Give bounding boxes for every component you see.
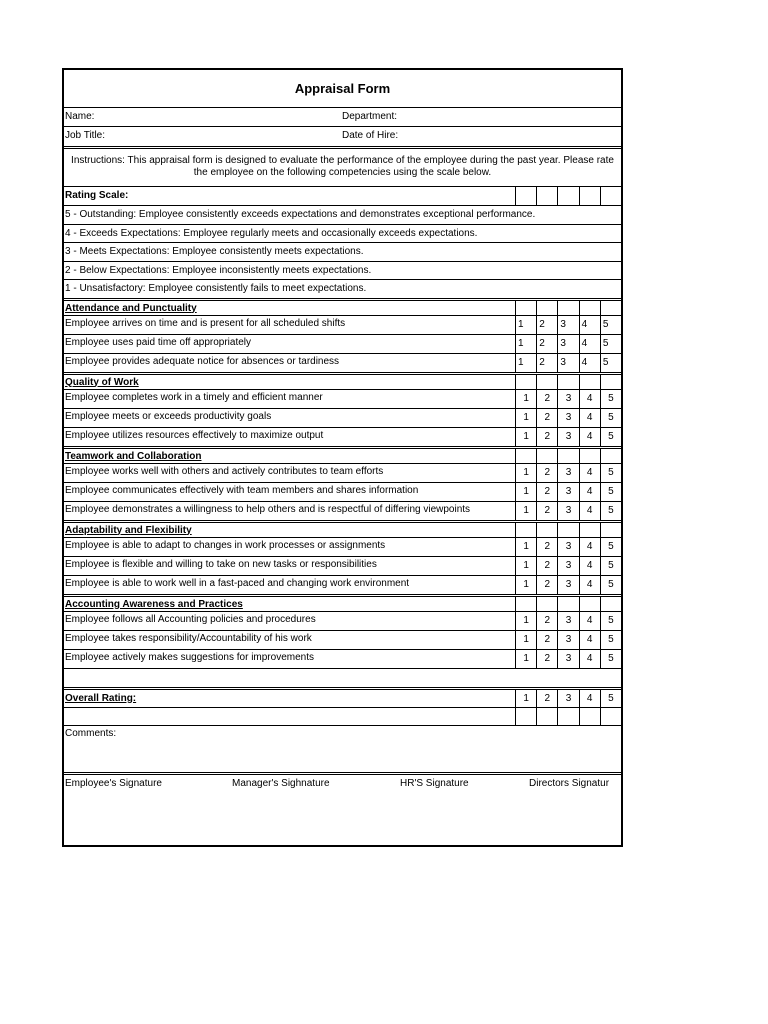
rating-cell [600,523,621,537]
rating-option-3[interactable]: 3 [557,576,578,594]
section-header-quality-of-work [64,372,621,389]
criterion-label: Employee follows all Accounting policies and procedures [65,613,316,625]
rating-option-5[interactable]: 5 [600,631,621,649]
rating-cell [579,449,600,463]
rating-option-2[interactable]: 2 [536,612,557,630]
rating-option-4[interactable]: 4 [579,316,600,334]
rating-cells [515,316,621,334]
rating-cells [515,597,621,611]
criterion-label: Employee works well with others and actively contributes to team efforts [65,465,384,477]
rating-option-2[interactable]: 2 [536,631,557,649]
rating-cell [600,187,621,205]
rating-option-1[interactable]: 1 [515,316,536,334]
criterion-label: Employee utilizes resources effectively to maximize output [65,429,324,441]
rating-scale-text: 2 - Below Expectations: Employee inconsistently meets expectations. [65,264,372,276]
rating-cell [557,708,578,725]
rating-cell [557,449,578,463]
rating-option-3[interactable]: 3 [557,483,578,501]
rating-option-3[interactable]: 3 [557,502,578,520]
rating-option-1[interactable]: 1 [515,612,536,630]
rating-option-4[interactable]: 4 [579,354,600,372]
signature-hr: HR'S Signature [400,777,469,789]
rating-cells [515,650,621,668]
rating-option-5[interactable]: 5 [600,464,621,482]
comments-row [64,725,621,772]
rating-option-4[interactable]: 4 [579,483,600,501]
rating-option-4[interactable]: 4 [579,409,600,427]
rating-option-4[interactable]: 4 [579,390,600,408]
criterion-label: Employee takes responsibility/Accountability of his work [65,632,312,644]
rating-option-1[interactable]: 1 [515,390,536,408]
rating-scale-item [64,224,621,243]
rating-cell [515,301,536,315]
overall-rating-option-2[interactable]: 2 [536,690,557,707]
criterion-row [64,537,621,556]
rating-scale-item [64,279,621,298]
appraisal-form [62,68,623,847]
criterion-label: Employee communicates effectively with team members and shares information [65,484,419,496]
rating-cells [515,631,621,649]
rating-option-3[interactable]: 3 [557,650,578,668]
rating-option-2[interactable]: 2 [536,483,557,501]
rating-cell [579,187,600,205]
criterion-label: Employee completes work in a timely and efficient manner [65,391,323,403]
rating-option-2[interactable]: 2 [536,502,557,520]
rating-cell [536,523,557,537]
rating-option-4[interactable]: 4 [579,538,600,556]
signature-director: Directors Signatur [529,777,610,789]
rating-cell [600,708,621,725]
rating-option-3[interactable]: 3 [557,612,578,630]
rating-option-4[interactable]: 4 [579,428,600,446]
rating-option-5[interactable]: 5 [600,316,621,334]
overall-rating-row [64,687,621,707]
signature-manager: Manager's Sighnature [232,777,330,789]
criterion-row [64,556,621,575]
criterion-label: Employee actively makes suggestions for improvements [65,651,314,663]
rating-option-2[interactable]: 2 [536,428,557,446]
signature-employee: Employee's Signature [65,777,162,789]
rating-option-4[interactable]: 4 [579,576,600,594]
criterion-label: Employee is flexible and willing to take on new tasks or responsibilities [65,558,377,570]
name-label: Name: [65,111,95,122]
rating-option-1[interactable]: 1 [515,335,536,353]
rating-option-5[interactable]: 5 [600,557,621,575]
rating-option-3[interactable]: 3 [557,390,578,408]
rating-cell [536,597,557,611]
rating-option-1[interactable]: 1 [515,428,536,446]
rating-cells [515,428,621,446]
criterion-row [64,315,621,334]
form-title: Appraisal Form [294,81,391,96]
criterion-label: Employee meets or exceeds productivity goals [65,410,272,422]
instructions-text: Instructions: This appraisal form is designed to evaluate the performance of the employee during the past year. Please rate the employee on the following competencies using the scale below. [71,155,614,178]
rating-option-3[interactable]: 3 [557,354,578,372]
criterion-label: Employee uses paid time off appropriately [65,336,252,348]
rating-cell [557,597,578,611]
rating-cell [536,187,557,205]
rating-cell [557,187,578,205]
overall-rating-option-1[interactable]: 1 [515,690,536,707]
rating-cells [515,301,621,315]
section-header-attendance-and-punctuality [64,298,621,315]
rating-option-4[interactable]: 4 [579,631,600,649]
rating-option-4[interactable]: 4 [579,335,600,353]
rating-scale-row [64,186,621,205]
rating-option-2[interactable]: 2 [536,316,557,334]
section-title: Adaptability and Flexibility [65,524,192,536]
criterion-row [64,427,621,446]
job-title-row [64,126,621,145]
rating-cells [515,612,621,630]
rating-option-4[interactable]: 4 [579,557,600,575]
rating-cell [536,375,557,389]
criterion-row [64,408,621,427]
rating-option-1[interactable]: 1 [515,538,536,556]
criterion-label: Employee provides adequate notice for absences or tardiness [65,355,340,367]
section-title: Accounting Awareness and Practices [65,598,243,610]
overall-rating-option-4[interactable]: 4 [579,690,600,707]
rating-cells [515,390,621,408]
section-header-accounting-awareness-and-practices [64,594,621,611]
rating-option-3[interactable]: 3 [557,428,578,446]
rating-cell [557,301,578,315]
rating-cells [515,708,621,725]
rating-option-4[interactable]: 4 [579,502,600,520]
rating-cell [536,301,557,315]
rating-option-2[interactable]: 2 [536,650,557,668]
rating-option-3[interactable]: 3 [557,335,578,353]
rating-cells [515,449,621,463]
criterion-row [64,611,621,630]
rating-cells [515,187,621,205]
rating-option-5[interactable]: 5 [600,428,621,446]
rating-scale-text: 4 - Exceeds Expectations: Employee regularly meets and occasionally exceeds expectations. [65,227,478,239]
rating-option-3[interactable]: 3 [557,316,578,334]
rating-scale-label: Rating Scale: [65,190,129,201]
rating-scale-text: 5 - Outstanding: Employee consistently exceeds expectations and demonstrates exceptional performance. [65,209,536,220]
rating-option-1[interactable]: 1 [515,650,536,668]
criterion-row [64,353,621,372]
section-title: Attendance and Punctuality [65,302,197,314]
rating-cell [515,708,536,725]
overall-rating-label: Overall Rating: [65,692,137,704]
rating-cell [515,375,536,389]
department-label: Department: [342,111,398,122]
rating-cell [600,301,621,315]
rating-option-4[interactable]: 4 [579,464,600,482]
rating-option-5[interactable]: 5 [600,612,621,630]
rating-option-2[interactable]: 2 [536,576,557,594]
rating-cells [515,502,621,520]
section-title: Teamwork and Collaboration [65,450,202,462]
rating-cells [515,576,621,594]
signature-row [64,772,621,846]
rating-option-5[interactable]: 5 [600,576,621,594]
rating-cells [515,335,621,353]
rating-cell [557,523,578,537]
job-title-label: Job Title: [65,130,106,141]
rating-cell [579,597,600,611]
criterion-label: Employee demonstrates a willingness to help others and is respectful of differing viewpoints [65,503,471,515]
rating-cell [536,449,557,463]
criterion-row [64,389,621,408]
criterion-row [64,501,621,520]
instructions-row [64,146,621,186]
blank-row [64,668,621,687]
date-of-hire-label: Date of Hire: [342,130,399,141]
rating-option-5[interactable]: 5 [600,354,621,372]
rating-option-1[interactable]: 1 [515,576,536,594]
rating-cell [600,597,621,611]
rating-option-2[interactable]: 2 [536,335,557,353]
rating-cell [600,375,621,389]
rating-cell [579,523,600,537]
rating-option-5[interactable]: 5 [600,502,621,520]
rating-cells [515,375,621,389]
rating-cell [557,375,578,389]
rating-cell [515,523,536,537]
rating-option-1[interactable]: 1 [515,464,536,482]
rating-scale-item [64,261,621,280]
criterion-row [64,334,621,353]
rating-option-5[interactable]: 5 [600,409,621,427]
rating-scale-text: 3 - Meets Expectations: Employee consistently meets expectations. [65,246,364,257]
overall-rating-option-5[interactable]: 5 [600,690,621,707]
rating-cells [515,354,621,372]
rating-cell [579,301,600,315]
rating-cell [579,708,600,725]
criterion-label: Employee is able to work well in a fast-paced and changing work environment [65,577,410,589]
rating-option-2[interactable]: 2 [536,409,557,427]
comments-label: Comments: [65,727,117,739]
rating-option-3[interactable]: 3 [557,631,578,649]
rating-option-2[interactable]: 2 [536,464,557,482]
rating-option-5[interactable]: 5 [600,650,621,668]
rating-option-4[interactable]: 4 [579,612,600,630]
criterion-row [64,482,621,501]
rating-cell [515,187,536,205]
rating-option-1[interactable]: 1 [515,502,536,520]
rating-cells [515,557,621,575]
title-row [64,70,621,107]
overall-rating-option-3[interactable]: 3 [557,690,578,707]
criterion-row [64,649,621,668]
rating-option-1[interactable]: 1 [515,354,536,372]
rating-option-2[interactable]: 2 [536,557,557,575]
rating-option-5[interactable]: 5 [600,390,621,408]
rating-scale-item [64,242,621,261]
rating-option-2[interactable]: 2 [536,390,557,408]
criterion-row [64,630,621,649]
rating-option-2[interactable]: 2 [536,538,557,556]
criterion-label: Employee arrives on time and is present for all scheduled shifts [65,317,346,329]
section-title: Quality of Work [65,376,139,388]
rating-option-5[interactable]: 5 [600,538,621,556]
rating-cells [515,690,621,707]
rating-option-3[interactable]: 3 [557,557,578,575]
rating-cells [515,409,621,427]
rating-cell [536,708,557,725]
rating-cells [515,483,621,501]
section-header-adaptability-and-flexibility [64,520,621,537]
rating-scale-text: 1 - Unsatisfactory: Employee consistently fails to meet expectations. [65,283,367,294]
rating-option-2[interactable]: 2 [536,354,557,372]
rating-cells [515,464,621,482]
criterion-row [64,463,621,482]
rating-option-3[interactable]: 3 [557,409,578,427]
criterion-label: Employee is able to adapt to changes in work processes or assignments [65,539,386,551]
rating-cell [515,449,536,463]
overall-blank-row [64,707,621,725]
rating-cells [515,523,621,537]
rating-option-1[interactable]: 1 [515,557,536,575]
rating-option-5[interactable]: 5 [600,483,621,501]
rating-option-4[interactable]: 4 [579,650,600,668]
rating-option-1[interactable]: 1 [515,483,536,501]
rating-option-1[interactable]: 1 [515,409,536,427]
rating-cells [515,538,621,556]
rating-option-3[interactable]: 3 [557,464,578,482]
rating-cell [600,449,621,463]
rating-cell [515,597,536,611]
rating-option-3[interactable]: 3 [557,538,578,556]
name-row [64,107,621,126]
rating-option-1[interactable]: 1 [515,631,536,649]
rating-cell [579,375,600,389]
rating-option-5[interactable]: 5 [600,335,621,353]
section-header-teamwork-and-collaboration [64,446,621,463]
rating-scale-item [64,205,621,224]
criterion-row [64,575,621,594]
